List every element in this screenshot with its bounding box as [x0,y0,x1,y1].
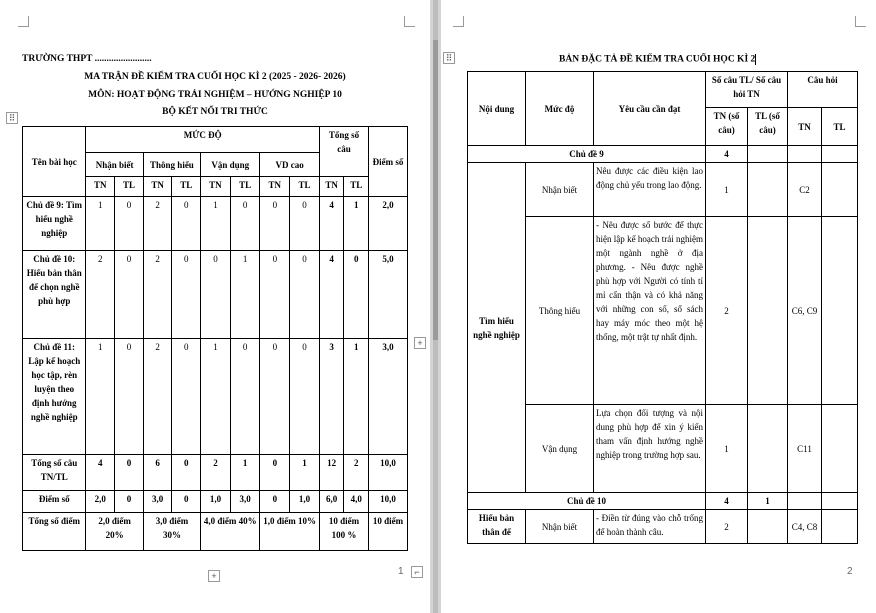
header-tn-count: TN (số câu) [706,108,748,146]
cell: 4 [319,251,344,339]
cell: 2 [86,251,115,339]
cell: 0 [230,197,260,251]
cell: 0 [344,251,369,339]
table-row [23,251,408,339]
level-cell: Thông hiểu [526,217,594,405]
header-tl: TL [290,177,320,197]
table-row [23,339,408,455]
document-page-1 [0,0,430,613]
header-tn: TN [201,177,231,197]
row-label: Chủ đề 9: Tìm hiểu nghề nghiệp [23,197,86,251]
cell: 2 [201,455,231,491]
requirement-cell: Lựa chọn đối tượng và nội dung phù hợp để xin ý kiến tham vấn định hướng nghề nghiệp trong trường hợp sau. [594,405,706,493]
question-cell: C6, C9 [788,217,822,405]
cell: 1 [86,339,115,455]
cell: 4,0 [344,491,369,513]
cell: 0 [115,455,144,491]
cell: 0 [260,491,290,513]
cell: 0 [290,339,320,455]
cell: 1,0 [290,491,320,513]
header-tl: TL [822,108,858,146]
table-row [23,491,408,513]
cell: 1 [344,197,369,251]
cell [748,510,788,544]
level-cell: Nhận biết [526,163,594,217]
cell: 0 [290,251,320,339]
cell: 2 [344,455,369,491]
resize-handle-icon[interactable]: ⌐ [411,566,423,578]
page-number: 1 [398,566,404,577]
header-level-recognize: Nhận biết [86,153,143,177]
scrollbar-thumb[interactable] [433,40,438,340]
row-label: Chủ đề 11: Lập kế hoạch học tập, rèn luyện theo định hướng nghề nghiệp [23,339,86,455]
cell: 0 [260,455,290,491]
header-tn: TN [86,177,115,197]
cell [748,217,788,405]
header-level-apply-high: VD cao [260,153,319,177]
header-score: Điểm số [369,127,408,197]
cell: 1 [706,405,748,493]
cell: 1 [748,493,788,510]
cell [788,493,822,510]
row-label: Tổng số câu TN/TL [23,455,86,491]
margin-corner-mark [453,16,464,27]
header-tl: TL [115,177,144,197]
table-move-handle[interactable]: ⠿ [443,52,455,64]
cell: 4 [86,455,115,491]
cell: 10 điểm 100 % [319,513,368,551]
question-cell: C2 [788,163,822,217]
table-row [468,510,858,544]
requirement-cell: Nêu được các điều kiện lao động chủ yếu trong lao động. [594,163,706,217]
cell: 0 [115,251,144,339]
cell: 6 [143,455,172,491]
cell: 1 [344,339,369,455]
header-tl: TL [230,177,260,197]
cell: 1 [201,339,231,455]
cell: 3 [319,339,344,455]
question-cell: C4, C8 [788,510,822,544]
add-row-icon[interactable]: + [208,570,220,582]
cell: 1 [706,163,748,217]
header-level-apply: Vận dụng [201,153,260,177]
content-group: Tìm hiểu nghề nghiệp [468,163,526,493]
school-name: TRƯỜNG THPT ........................ [22,54,152,64]
page-number: 2 [847,566,853,577]
cell: 2,0 [369,197,408,251]
cell: 2,0 điểm 20% [86,513,143,551]
table-row [468,217,858,405]
cell: 3,0 [143,491,172,513]
cell: 2 [143,251,172,339]
table-row [468,493,858,510]
cell: 0 [115,197,144,251]
cell: 0 [172,251,201,339]
margin-corner-mark [18,16,29,27]
header-content: Nội dung [468,72,526,146]
cell: 1 [230,251,260,339]
cell: 2 [143,339,172,455]
cell: 4 [706,493,748,510]
cell: 1,0 điểm 10% [260,513,319,551]
spec-title-text: BẢN ĐẶC TẢ ĐỀ KIỂM TRA CUỐI HỌC KÌ 2 [559,54,756,65]
cell: 10,0 [369,491,408,513]
cell: 0 [230,339,260,455]
subject-title: MÔN: HOẠT ĐỘNG TRẢI NGHIỆM – HƯỚNG NGHIỆP 10 [88,90,342,100]
header-tn: TN [788,108,822,146]
text-cursor [755,54,756,65]
cell: 10 điểm [369,513,408,551]
spec-table [467,71,858,544]
level-cell: Vận dụng [526,405,594,493]
cell: 5,0 [369,251,408,339]
cell [748,405,788,493]
table-row [468,146,858,163]
cell: 4,0 điểm 40% [201,513,260,551]
cell: 1 [86,197,115,251]
header-tn: TN [319,177,344,197]
cell [822,493,858,510]
cell [822,146,858,163]
cell [822,217,858,405]
row-label: Điểm số [23,491,86,513]
table-row [468,163,858,217]
cell: 6,0 [319,491,344,513]
cell: 0 [260,197,290,251]
table-row [23,455,408,491]
level-cell: Nhận biết [526,510,594,544]
cell: 12 [319,455,344,491]
cell [822,163,858,217]
matrix-title: MA TRẬN ĐỀ KIỂM TRA CUỐI HỌC KÌ 2 (2025 - 2026- 2026) [84,72,346,82]
table-row [23,513,408,551]
row-label: Chủ đề 10: Hiểu bản thân để chọn nghề phù hợp [23,251,86,339]
cell: 4 [319,197,344,251]
header-total: Tổng số câu [319,127,368,177]
requirement-cell: - Điền từ đúng vào chỗ trống để hoàn thành câu. [594,510,706,544]
cell: 0 [201,251,231,339]
row-label: Tổng số điểm [23,513,86,551]
header-level: MỨC ĐỘ [86,127,319,153]
margin-corner-mark [404,16,415,27]
cell: 3,0 [230,491,260,513]
spec-title [559,54,756,65]
cell: 3,0 điểm 30% [143,513,200,551]
margin-corner-mark [855,16,866,27]
header-level: Mức độ [526,72,594,146]
book-series-title: BỘ KẾT NỐI TRI THỨC [162,107,268,117]
header-question: Câu hỏi [788,72,858,108]
requirement-cell: - Nêu được số bước để thực hiện lập kế hoạch trải nghiệm một ngành nghề ở địa phương. - Nêu được nghề phù hợp với Người có tính tỉ mỉ cẩn thận và có khả năng với những con số, sổ sách hay máy móc theo một hệ thống, một trật tự nhất định. [594,217,706,405]
cell: 2 [143,197,172,251]
question-cell: C11 [788,405,822,493]
cell: 0 [115,491,144,513]
topic-10-label: Chủ đề 10 [468,493,706,510]
cell [788,146,822,163]
header-tl: TL [172,177,201,197]
header-tn: TN [143,177,172,197]
cell: 2,0 [86,491,115,513]
cell: 1 [230,455,260,491]
header-lesson: Tên bài học [23,127,86,197]
header-tl-count: TL (số câu) [748,108,788,146]
header-tl: TL [344,177,369,197]
cell: 1,0 [201,491,231,513]
cell: 0 [172,339,201,455]
table-row [23,197,408,251]
cell: 0 [290,197,320,251]
cell [822,510,858,544]
topic-9-label: Chủ đề 9 [468,146,706,163]
cell: 4 [706,146,748,163]
cell [822,405,858,493]
cell: 0 [260,339,290,455]
header-tn: TN [260,177,290,197]
cell: 1 [290,455,320,491]
header-level-understand: Thông hiểu [143,153,200,177]
document-page-2 [441,0,876,613]
header-requirement: Yêu cầu cần đạt [594,72,706,146]
cell: 3,0 [369,339,408,455]
matrix-table [22,126,408,551]
content-group: Hiểu bản thân để [468,510,526,544]
cell: 0 [172,197,201,251]
cell: 2 [706,510,748,544]
cell: 0 [115,339,144,455]
cell [748,146,788,163]
cell: 1 [201,197,231,251]
cell: 2 [706,217,748,405]
add-column-icon[interactable]: + [414,337,426,349]
cell [748,163,788,217]
cell: 0 [260,251,290,339]
table-move-handle[interactable]: ⠿ [6,112,18,124]
cell: 0 [172,455,201,491]
cell: 0 [172,491,201,513]
cell: 10,0 [369,455,408,491]
table-row [468,405,858,493]
header-count: Số câu TL/ Số câu hỏi TN [706,72,788,108]
